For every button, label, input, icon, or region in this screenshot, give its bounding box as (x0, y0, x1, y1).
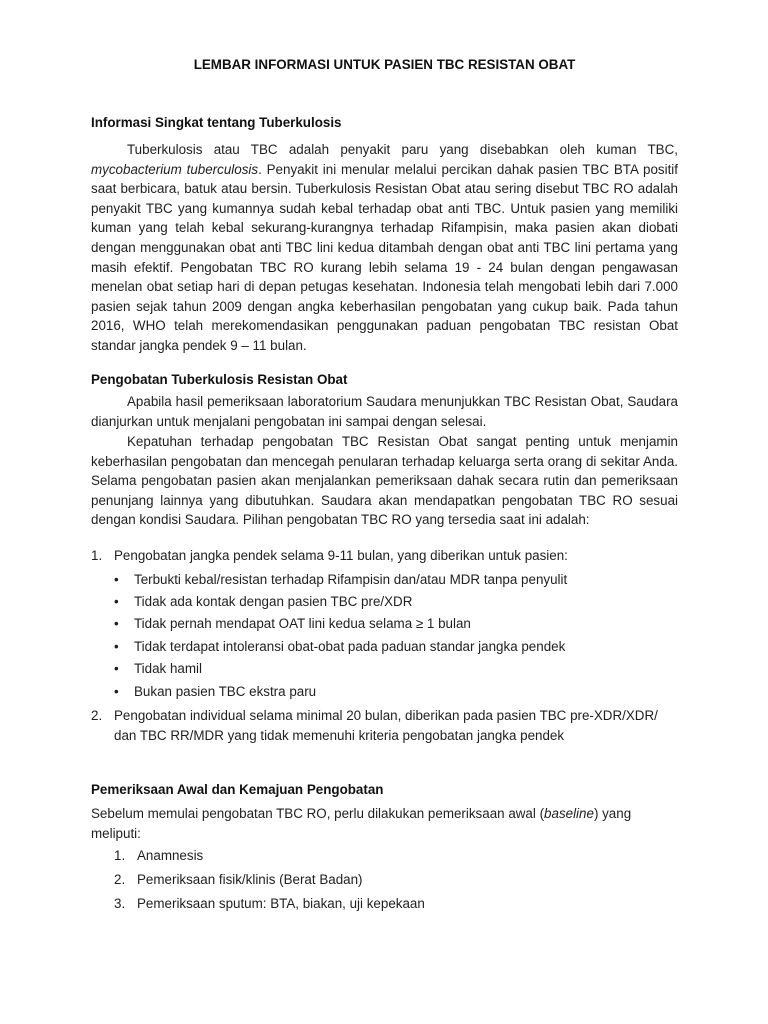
section-heading-tuberkulosis: Informasi Singkat tentang Tuberkulosis (91, 115, 342, 130)
section-heading-pemeriksaan-awal: Pemeriksaan Awal dan Kemajuan Pengobatan (91, 782, 384, 797)
paragraph-text: Sebelum memulai pengobatan TBC RO, perlu dilakukan pemeriksaan awal ( (91, 806, 545, 821)
bullet-text: Tidak pernah mendapat OAT lini kedua selama ≥ 1 bulan (134, 616, 471, 631)
list-number: 2. (91, 708, 103, 723)
document-title: LEMBAR INFORMASI UNTUK PASIEN TBC RESISTAN OBAT (193, 57, 576, 72)
list-item-text: Pengobatan jangka pendek selama 9-11 bulan, yang diberikan untuk pasien: (114, 548, 568, 563)
bullet-icon: • (114, 572, 119, 587)
list-item-text: Pemeriksaan fisik/klinis (Berat Badan) (137, 872, 363, 887)
bullet-text: Terbukti kebal/resistan terhadap Rifampisin dan/atau MDR tanpa penyulit (134, 572, 568, 587)
paragraph-hasil-pemeriksaan: Apabila hasil pemeriksaan laboratorium Saudara menunjukkan TBC Resistan Obat, Saudara dianjurkan untuk menjalani pengobatan ini sampai dengan selesai. (91, 394, 678, 429)
italic-term: mycobacterium tuberculosis (91, 161, 259, 177)
bullet-icon: • (114, 639, 119, 654)
list-item-text: Pengobatan individual selama minimal 20 bulan, diberikan pada pasien TBC pre-XDR/XDR/ dan TBC RR/MDR yang tidak memenuhi kriteria pengobatan jangka pendek (114, 708, 658, 743)
bullet-icon: • (114, 661, 119, 676)
bullet-text: Tidak hamil (134, 661, 202, 676)
list-item-text: Anamnesis (137, 848, 204, 863)
paragraph-text: Tuberkulosis atau TBC adalah penyakit paru yang disebabkan oleh kuman TBC, (127, 142, 678, 157)
italic-term: baseline (544, 806, 594, 821)
list-number: 1. (114, 848, 126, 863)
section-heading-pengobatan: Pengobatan Tuberkulosis Resistan Obat (91, 372, 348, 387)
list-number: 2. (114, 872, 126, 887)
bullet-icon: • (114, 616, 119, 631)
paragraph-tuberkulosis-info (91, 140, 678, 356)
bullet-icon: • (114, 684, 119, 699)
paragraph-pemeriksaan-awal (91, 804, 678, 843)
bullet-text: Tidak terdapat intoleransi obat-obat pada paduan standar jangka pendek (134, 639, 566, 654)
paragraph-text: . Penyakit ini menular melalui percikan dahak pasien TBC BTA positif saat berbicara, batuk atau bersin. Tuberkulosis Resistan Obat atau sering disebut TBC RO adalah penyakit TBC yang kumannya sudah kebal terhadap obat anti TBC. Untuk pasien yang memiliki kuman yang telah kebal sekurang-kurangnya terhadap Rifampisin, maka pasien akan diobati dengan menggunakan obat anti TBC lini kedua ditambah dengan obat anti TBC lini pertama yang masih efektif. Pengobatan TBC RO kurang lebih selama 19 - 24 bulan dengan pengawasan menelan obat setiap hari di depan petugas kesehatan. Indonesia telah mengobati lebih dari 7.000 pasien sejak tahun 2009 dengan angka keberhasilan pengobatan yang cukup baik. Pada tahun 2016, WHO telah merekomendasikan penggunakan paduan pengobatan TBC resistan Obat standar jangka pendek 9 – 11 bulan. (91, 161, 678, 353)
paragraph-kepatuhan: Kepatuhan terhadap pengobatan TBC Resistan Obat sangat penting untuk menjamin keberhasilan pengobatan dan mencegah penularan terhadap keluarga serta orang di sekitar Anda. Selama pengobatan pasien akan menjalankan pemeriksaan dahak secara rutin dan pemeriksaan penunjang lainnya yang dibutuhkan. Saudara akan mendapatkan pengobatan TBC RO sesuai dengan kondisi Saudara. Pilihan pengobatan TBC RO yang tersedia saat ini adalah: (91, 434, 678, 528)
bullet-text: Bukan pasien TBC ekstra paru (134, 684, 317, 699)
bullet-icon: • (114, 594, 119, 609)
paragraph-text: ) yang meliputi: (91, 806, 632, 841)
list-item-text: Pemeriksaan sputum: BTA, biakan, uji kepekaan (137, 896, 425, 911)
list-item-individual (91, 706, 678, 746)
list-number: 1. (91, 548, 103, 563)
bullet-text: Tidak ada kontak dengan pasien TBC pre/XDR (134, 594, 413, 609)
list-number: 3. (114, 896, 126, 911)
